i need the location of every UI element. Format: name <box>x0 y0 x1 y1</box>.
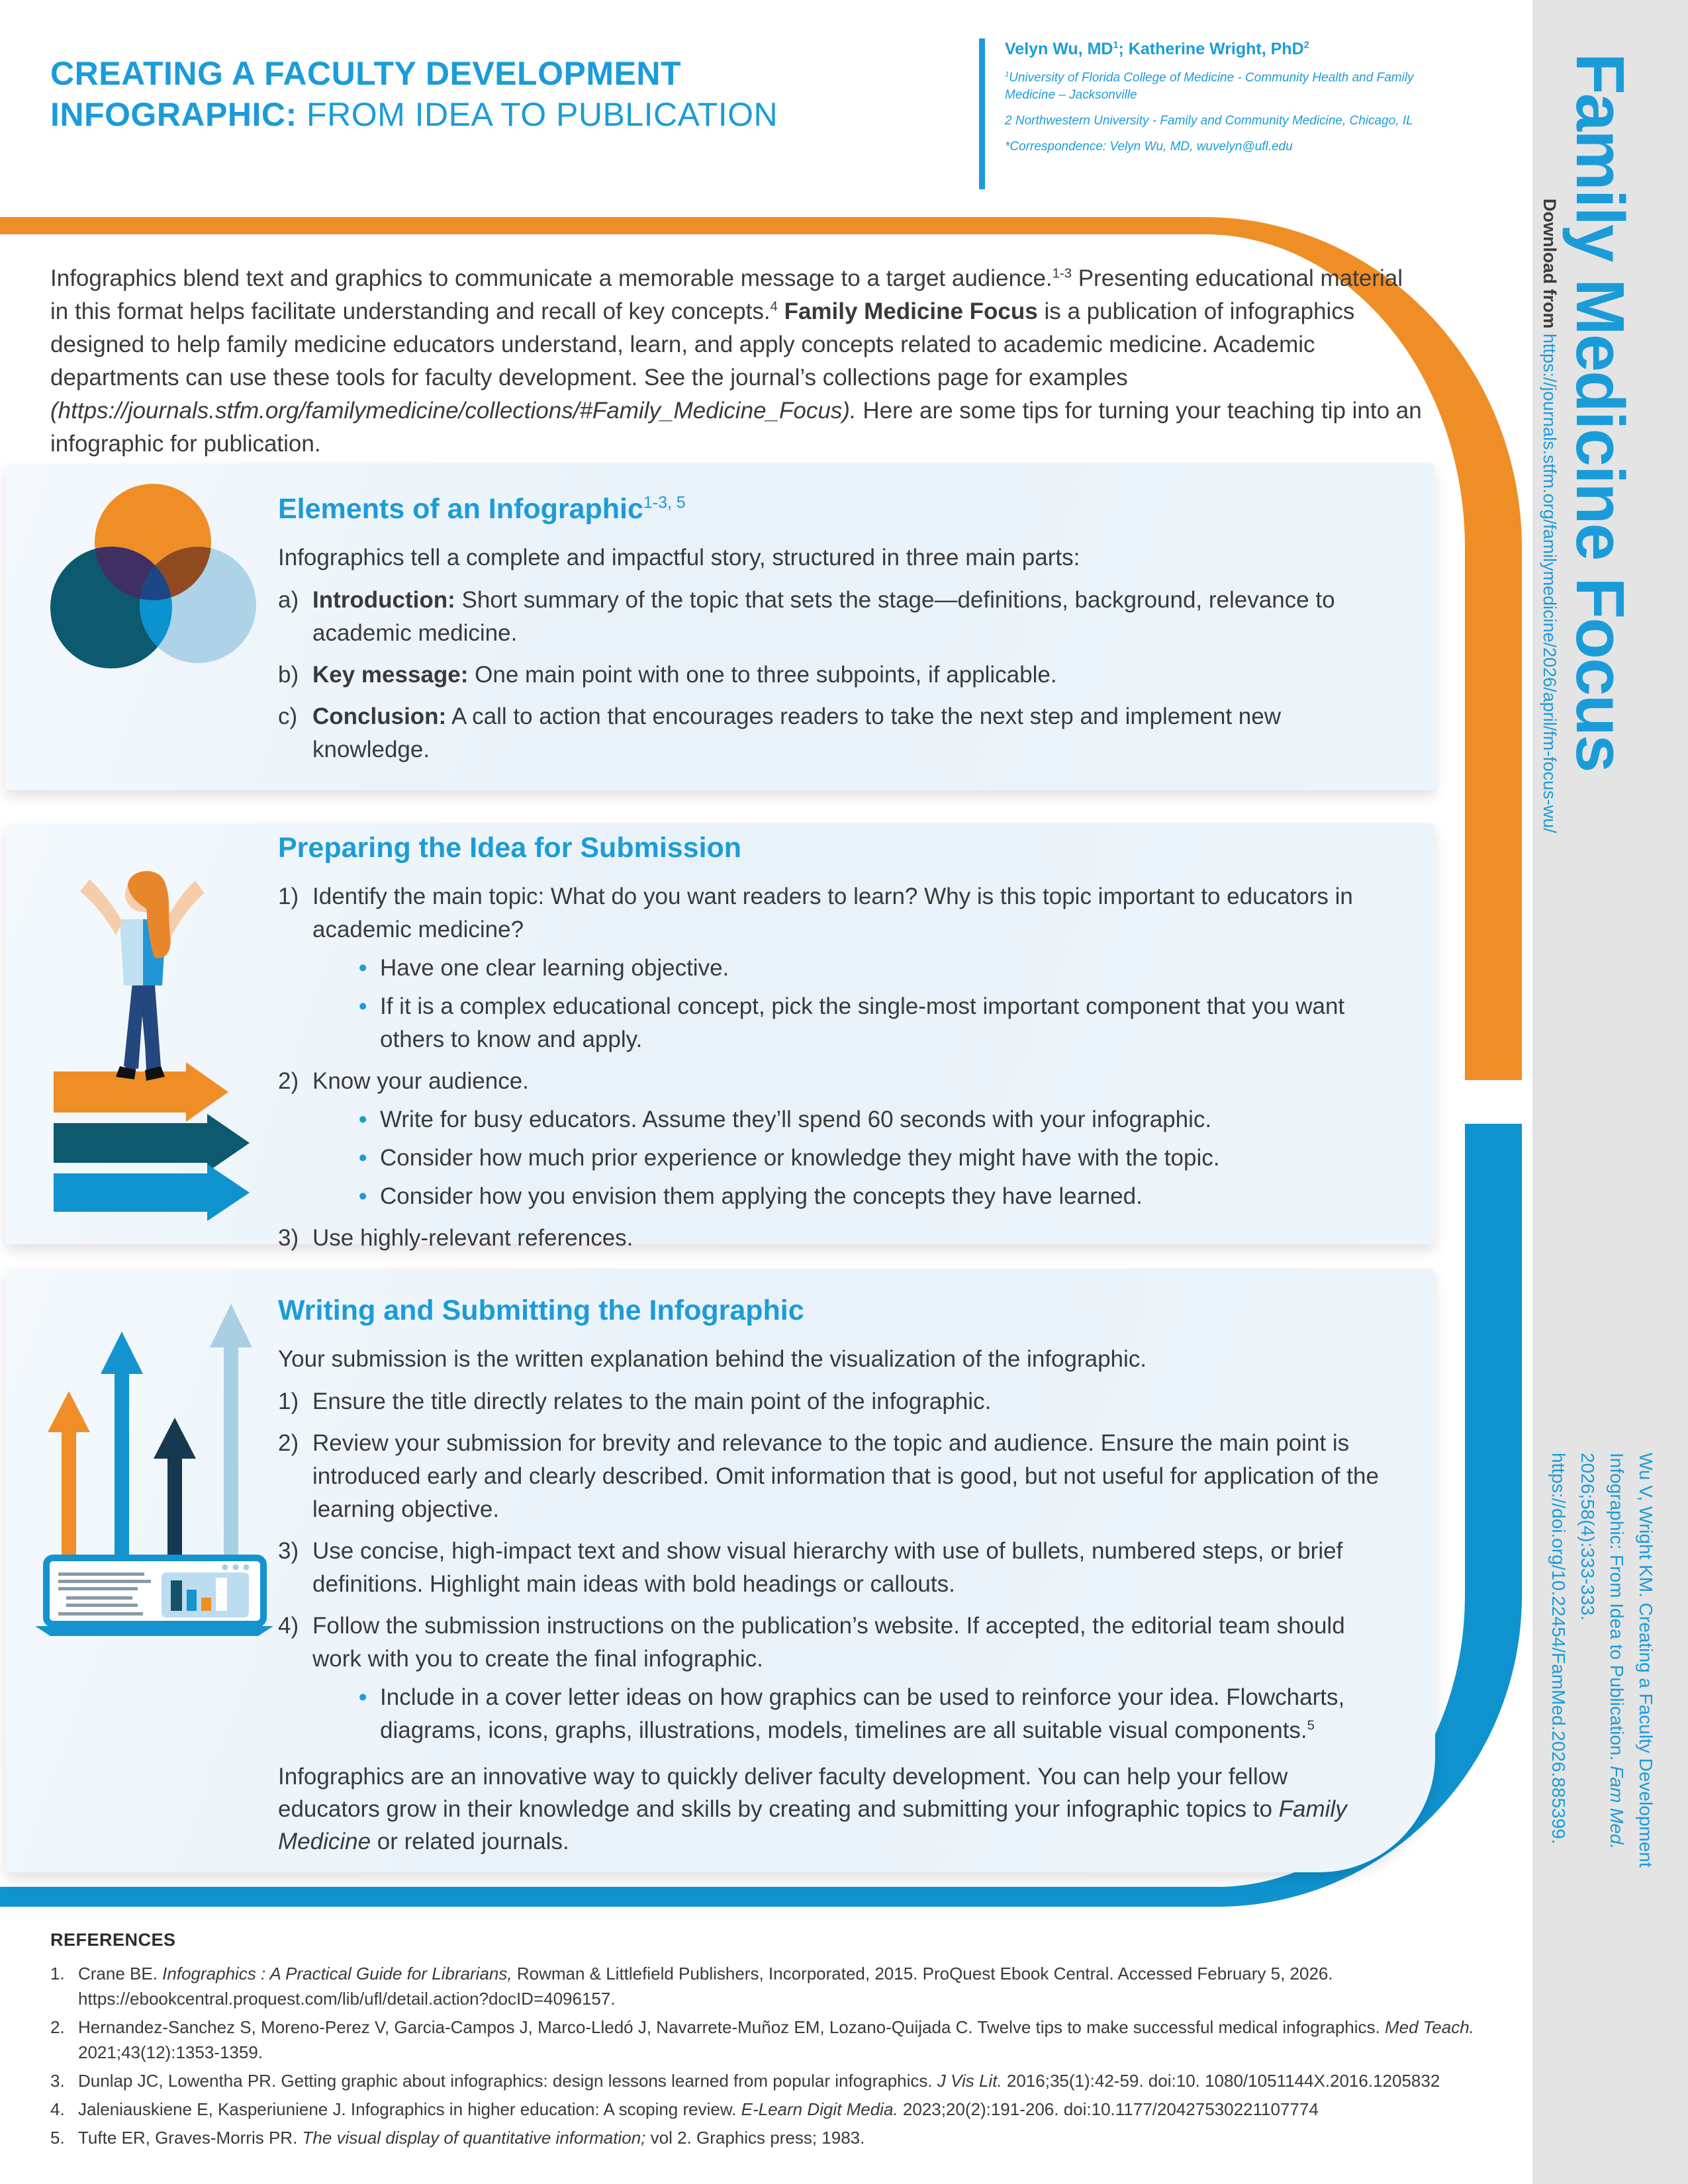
section-writing-closing: Infographics are an innovative way to quickly deliver faculty development. You can help your fellow educators grow in their knowledge and skills by creating and submitting your infographic topics to Family Medicine or related journals. <box>278 1764 1347 1854</box>
section-preparing-heading: Preparing the Idea for Submission <box>278 832 742 864</box>
bullet-text: Include in a cover letter ideas on how graphics can be used to reinforce your idea. Flowcharts, diagrams, icons, graphs, illustrations, models, timelines are all suitable visual components.$^5$ <box>380 1684 1345 1743</box>
section-elements-lead: Infographics tell a complete and impactful story, structured in three main parts: <box>278 545 1080 570</box>
bullet-dot-icon: • <box>359 1145 367 1171</box>
bullet-item <box>359 1142 1382 1175</box>
item-text: Introduction: Short summary of the topic that sets the stage—definitions, background, relevance to academic medicine. <box>312 587 1335 646</box>
item-text: Use concise, high-impact text and show visual hierarchy with use of bullets, numbered steps, or brief definitions. Highlight main ideas with bold headings or callouts. <box>312 1538 1343 1597</box>
page-title-line2-regular: FROM IDEA TO PUBLICATION <box>297 96 778 133</box>
bullet-dot-icon: • <box>359 1684 367 1710</box>
reference-number: 3. <box>50 2071 65 2091</box>
bullet-text: Write for busy educators. Assume they’ll spend 60 seconds with your infographic. <box>380 1107 1212 1132</box>
item-marker: 1) <box>278 1388 299 1414</box>
item-marker: c) <box>278 704 298 729</box>
list-item <box>278 659 1382 692</box>
item-marker: 2) <box>278 1430 299 1456</box>
section-preparing-card <box>5 823 1435 1251</box>
references-heading: REFERENCES <box>50 1930 176 1950</box>
bullet-dot-icon: • <box>359 1107 367 1132</box>
list-item <box>278 1385 1382 1418</box>
item-text: Use highly-relevant references. <box>312 1225 633 1251</box>
reference-text: Tufte ER, Graves-Morris PR. The visual display of quantitative information; vol 2. Graphics press; 1983. <box>78 2128 865 2148</box>
bullet-list <box>359 1681 1382 1747</box>
bullet-item <box>359 952 1382 985</box>
reference-text: Dunlap JC, Lowentha PR. Getting graphic about infographics: design lessons learned from popular infographics. J Vis Lit. 2016;35(1):42-59. doi:10. 1080/1051144X.2016.1205832 <box>78 2071 1440 2091</box>
page-title-line1: CREATING A FACULTY DEVELOPMENT <box>50 55 681 92</box>
section-elements-heading <box>278 494 1382 524</box>
list-item <box>278 1065 1382 1098</box>
journal-title: Family Medicine Focus <box>1562 53 1638 772</box>
right-arrows-icon <box>54 1062 250 1221</box>
item-text: Conclusion: A call to action that encourages readers to take the next step and implement new knowledge. <box>312 704 1281 762</box>
download-url: https://journals.stfm.org/familymedicine/2026/april/fm-focus-wu/ <box>1540 334 1560 833</box>
item-marker: 2) <box>278 1068 299 1094</box>
bullet-item <box>359 1103 1382 1136</box>
person-figure <box>80 871 205 1081</box>
item-marker: 1) <box>278 884 299 909</box>
list-item <box>278 584 1382 650</box>
item-text: Follow the submission instructions on the publication’s website. If accepted, the editorial team should work with you to create the final infographic. <box>312 1613 1345 1672</box>
author-block <box>1005 40 1442 164</box>
download-label: Download from <box>1540 199 1560 334</box>
venn-diagram-icon <box>44 478 262 706</box>
bullet-text: Consider how much prior experience or knowledge they might have with the topic. <box>380 1145 1220 1171</box>
bullet-list <box>359 1103 1382 1213</box>
reference-number: 4. <box>50 2099 65 2119</box>
laptop-body <box>35 1558 273 1636</box>
bullet-item <box>359 1180 1382 1213</box>
section-elements-body <box>278 494 1382 766</box>
bullet-text: Consider how you envision them applying the concepts they have learned. <box>380 1183 1143 1209</box>
references-block <box>50 1930 1523 2154</box>
correspondence: *Correspondence: Velyn Wu, MD, wuvelyn@ufl.edu <box>1005 140 1293 154</box>
bullet-dot-icon: • <box>359 1183 367 1209</box>
reference-item <box>50 2125 1523 2150</box>
item-text: Review your submission for brevity and relevance to the topic and audience. Ensure the main point is introduced early and clearly described. Omit information that is good, but not useful for application of the learning objective. <box>312 1430 1379 1522</box>
section-preparing-body <box>278 833 1382 1255</box>
list-item <box>278 1222 1382 1255</box>
reference-item <box>50 2097 1523 2122</box>
list-item <box>278 700 1382 766</box>
intro-paragraph: Infographics blend text and graphics to communicate a memorable message to a target audience.$^{1-3}$ Presenting educational material in this format helps facilitate understanding and recall of key concepts.$^4$ Family Medicine Focus is a publication of infographics designed to help family medicine educators understand, learn, and apply concepts related to academic medicine. Academic departments can use these tools for faculty development. See the journal’s collections page for examples (https://journals.stfm.org/familymedicine/collections/#Family_Medicine_Focus). Here are some tips for turning your teaching tip into an infographic for publication. <box>50 265 1422 457</box>
item-marker: 3) <box>278 1225 299 1251</box>
reference-item <box>50 2068 1523 2093</box>
item-text: Ensure the title directly relates to the main point of the infographic. <box>312 1388 992 1414</box>
bullet-text: If it is a complex educational concept, pick the single-most important component that you want others to know and apply. <box>380 993 1345 1052</box>
list-item <box>278 880 1382 946</box>
section-elements-card <box>5 463 1435 790</box>
reference-number: 5. <box>50 2128 65 2148</box>
bullet-list <box>359 952 1382 1056</box>
author-divider <box>979 38 985 189</box>
list-item <box>278 1535 1382 1601</box>
list-item <box>278 1610 1382 1676</box>
bullet-dot-icon: • <box>359 993 367 1019</box>
bullet-text: Have one clear learning objective. <box>380 955 729 981</box>
item-marker: 4) <box>278 1613 299 1639</box>
item-marker: 3) <box>278 1538 299 1564</box>
page-title <box>50 53 778 135</box>
section-elements-heading-text: Elements of an Infographic <box>278 493 643 525</box>
reference-item <box>50 2015 1523 2065</box>
section-elements-heading-sup: 1-3, 5 <box>643 493 686 512</box>
section-writing-heading: Writing and Submitting the Infographic <box>278 1295 804 1326</box>
page-title-line2-bold: INFOGRAPHIC: <box>50 96 297 133</box>
reference-number: 1. <box>50 1964 65 1983</box>
item-marker: a) <box>278 587 299 613</box>
bullet-item <box>359 990 1382 1056</box>
laptop-with-growth-arrows-icon <box>32 1292 277 1636</box>
article-citation: Wu V, Wright KM. Creating a Faculty Development Infographic: From Idea to Publication. Fam Med. 2026;58(4):333-333. https://doi.org/10.22454/FamMed.2026.885399. <box>1548 1453 1656 1868</box>
section-writing-lead: Your submission is the written explanation behind the visualization of the infographic. <box>278 1346 1147 1372</box>
bullet-dot-icon: • <box>359 955 367 981</box>
bullet-item <box>359 1681 1382 1747</box>
item-text: Identify the main topic: What do you want readers to learn? Why is this topic important to educators in academic medicine? <box>312 884 1353 942</box>
affiliation-2: 2 Northwestern University - Family and Community Medicine, Chicago, IL <box>1005 114 1413 128</box>
item-text: Know your audience. <box>312 1068 529 1094</box>
download-line <box>1539 199 1560 833</box>
item-text: Key message: One main point with one to three subpoints, if applicable. <box>312 662 1057 688</box>
reference-text: Jaleniauskiene E, Kasperiuniene J. Infographics in higher education: A scoping review. E-Learn Digit Media. 2023;20(2):191-206. doi:10.1177/20427530221107774 <box>78 2099 1319 2119</box>
section-writing-card <box>5 1269 1435 1872</box>
list-item <box>278 1427 1382 1526</box>
woman-on-arrows-icon <box>35 853 257 1227</box>
item-marker: b) <box>278 662 299 688</box>
affiliation-1: $^1$University of Florida College of Medicine - Community Health and Family Medicine – Jacksonville <box>1005 70 1414 102</box>
section-writing-body <box>278 1295 1382 1881</box>
growth-arrows-icon <box>48 1304 252 1567</box>
reference-text: Crane BE. Infographics : A Practical Guide for Librarians, Rowman & Littlefield Publishers, Incorporated, 2015. ProQuest Ebook Central. Accessed February 5, 2026. https://ebookcentral.proquest.com/lib/ufl/detail.action?docID=4096157. <box>78 1964 1333 2009</box>
reference-text: Hernandez-Sanchez S, Moreno-Perez V, Garcia-Campos J, Marco-Lledó J, Navarrete-Muñoz EM, Lozano-Quijada C. Twelve tips to make successful medical infographics. Med Teach. 2021;43(12):1353-1359. <box>78 2017 1474 2062</box>
reference-number: 2. <box>50 2017 65 2037</box>
reference-item <box>50 1961 1523 2011</box>
author-names: Velyn Wu, $MD^1$; Katherine Wright, PhD$^2$ <box>1005 40 1309 58</box>
